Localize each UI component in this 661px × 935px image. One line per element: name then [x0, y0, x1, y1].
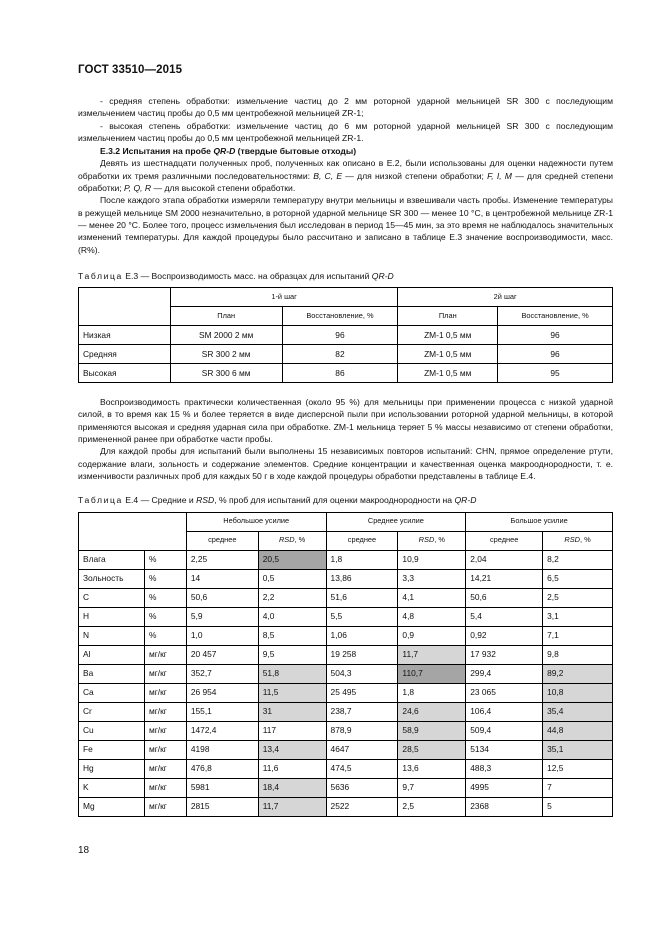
- highlighted-cell: 28,5: [398, 740, 466, 759]
- table-e4-header-groups: [79, 512, 613, 531]
- highlighted-cell: 31: [258, 702, 326, 721]
- highlighted-cell: 13,4: [258, 740, 326, 759]
- table-e4-caption: Таблица Е.4 — Средние и RSD, % проб для испытаний для оценки макрооднородности на QR-D: [78, 495, 477, 506]
- page-content: [78, 95, 613, 817]
- highlighted-cell: 35,4: [543, 702, 613, 721]
- table-row: Al мг/кг 20 457 9,5 19 258 11,7 17 932 9,8: [79, 645, 613, 664]
- highlighted-cell: 10,8: [543, 683, 613, 702]
- section-heading-e32: Е.3.2 Испытания на пробе QR-D (твердые бытовые отходы): [100, 146, 357, 157]
- table-row: Средняя SR 300 2 мм 82 ZM-1 0,5 мм 96: [79, 345, 613, 364]
- table-row: Низкая SM 2000 2 мм 96 ZM-1 0,5 мм 96: [79, 326, 613, 345]
- paragraph-medium-treatment: - средняя степень обработки: измельчение частиц до 2 мм роторной ударной мельницей SR 300 с последующим измельчением частиц пробы до 0,5 мм центробежной мельницей ZR-1;: [78, 96, 613, 119]
- paragraph-sample-selection: Девять из шестнадцати полученных проб, полученных как описано в Е.2, были использованы для оценки надежности путем обработки их тремя различными последовательностями: B, C, E — для низкой степени обработки; F, I, M — для средней степени обработки; P, Q, R — для высокой степени обработки.: [78, 158, 613, 194]
- table-e4-corner: [79, 512, 187, 550]
- highlighted-cell: 11,7: [258, 797, 326, 816]
- group-large-force: Большое усилие: [466, 512, 613, 531]
- highlighted-cell: 44,8: [543, 721, 613, 740]
- table-row: Cr мг/кг 155,1 31 238,7 24,6 106,4 35,4: [79, 702, 613, 721]
- table-e4: [78, 512, 613, 817]
- table-row: Зольность % 14 0,5 13,86 3,3 14,21 6,5: [79, 569, 613, 588]
- table-row: N % 1,0 8,5 1,06 0,9 0,92 7,1: [79, 626, 613, 645]
- table-row: Mg мг/кг 2815 11,7 2522 2,5 2368 5: [79, 797, 613, 816]
- table-e3-caption: Таблица Е.3 — Воспроизводимость масс. на образцах для испытаний QR-D: [78, 270, 394, 281]
- table-e3-corner: [79, 288, 171, 326]
- paragraph-reproducibility: Воспроизводимость практически количественная (около 95 %) для мельницы при применении процесса с низкой ударной силой, в то время как 15 % и более теряется в виде дисперсной пыли при использовании роторной ударной мельницы, в которой применяются высокая и средняя ударная сила при обработке. ZM-1 мельница теряет 5 % массы независимо от степени обработки, примененной ранее при обработке части пробы.: [78, 397, 613, 445]
- table-row: Влага % 2,25 20,5 1,8 10,9 2,04 8,2: [79, 550, 613, 569]
- table-e3-step2: 2й шаг: [398, 288, 613, 307]
- paragraph-temperature: После каждого этапа обработки измеряли температуру внутри мельницы и взвешивали часть пробы. Изменение температуры в режущей мельнице SM 2000 незначительно, в роторной ударной мельнице SR 300 — менее 10 °С, в центробежной мельнице ZR-1 — менее 20 °С. Более того, процесс измельчения был исследован в период 15—45 мин, за это время не наблюдалось значительных изменений температуры. Для каждой процедуры было рассчитано и записано в таблице Е.3 значение воспроизводимости, масс. (R%).: [78, 195, 613, 255]
- table-row: H % 5,9 4,0 5,5 4,8 5,4 3,1: [79, 607, 613, 626]
- highlighted-cell: 11,7: [398, 645, 466, 664]
- highlighted-cell: 51,8: [258, 664, 326, 683]
- table-e3-header-sub: План Восстановление, % План Восстановление, %: [79, 307, 613, 326]
- highlighted-cell: 35,1: [543, 740, 613, 759]
- table-row: Hg мг/кг 476,8 11,6 474,5 13,6 488,3 12,5: [79, 759, 613, 778]
- table-row: Высокая SR 300 6 мм 86 ZM-1 0,5 мм 95: [79, 364, 613, 383]
- highlighted-cell: 20,5: [258, 550, 326, 569]
- highlighted-cell: 24,6: [398, 702, 466, 721]
- highlighted-cell: 89,2: [543, 664, 613, 683]
- table-row: Fe мг/кг 4198 13,4 4647 28,5 5134 35,1: [79, 740, 613, 759]
- table-row: K мг/кг 5981 18,4 5636 9,7 4995 7: [79, 778, 613, 797]
- table-e3-step1: 1-й шаг: [170, 288, 398, 307]
- table-row: Ca мг/кг 26 954 11,5 25 495 1,8 23 065 10,8: [79, 683, 613, 702]
- table-e4-header-sub: среднее RSD, % среднее RSD, % среднее RSD, %: [79, 531, 613, 550]
- highlighted-cell: 58,9: [398, 721, 466, 740]
- table-row: Cu мг/кг 1472,4 117 878,9 58,9 509,4 44,8: [79, 721, 613, 740]
- highlighted-cell: 110,7: [398, 664, 466, 683]
- paragraph-replicates: Для каждой пробы для испытаний были выполнены 15 независимых повторов испытаний: CHN, прямое определение ртути, содержание влаги, зольность и содержание элементов. Средние концентрации и качественная оценка макрооднородности, т. е. изменчивости различных проб для каждых 50 г в ходе каждой процедуры обработки представлены в таблице Е.4.: [78, 446, 613, 481]
- table-e3-header-steps: [79, 288, 613, 307]
- table-row: C % 50,6 2,2 51,6 4,1 50,6 2,5: [79, 588, 613, 607]
- group-medium-force: Среднее усилие: [326, 512, 466, 531]
- highlighted-cell: 18,4: [258, 778, 326, 797]
- document-header: ГОСТ 33510—2015: [78, 64, 183, 76]
- table-row: Ba мг/кг 352,7 51,8 504,3 110,7 299,4 89,2: [79, 664, 613, 683]
- table-e3: [78, 287, 613, 383]
- paragraph-high-treatment: - высокая степень обработки: измельчение частиц до 6 мм роторной ударной мельницей SR 300 с последующим измельчением частиц пробы до 0,5 мм центробежной мельницей ZR-1.: [78, 120, 613, 143]
- group-small-force: Небольшое усилие: [186, 512, 326, 531]
- highlighted-cell: 11,5: [258, 683, 326, 702]
- page-number: 18: [78, 845, 90, 856]
